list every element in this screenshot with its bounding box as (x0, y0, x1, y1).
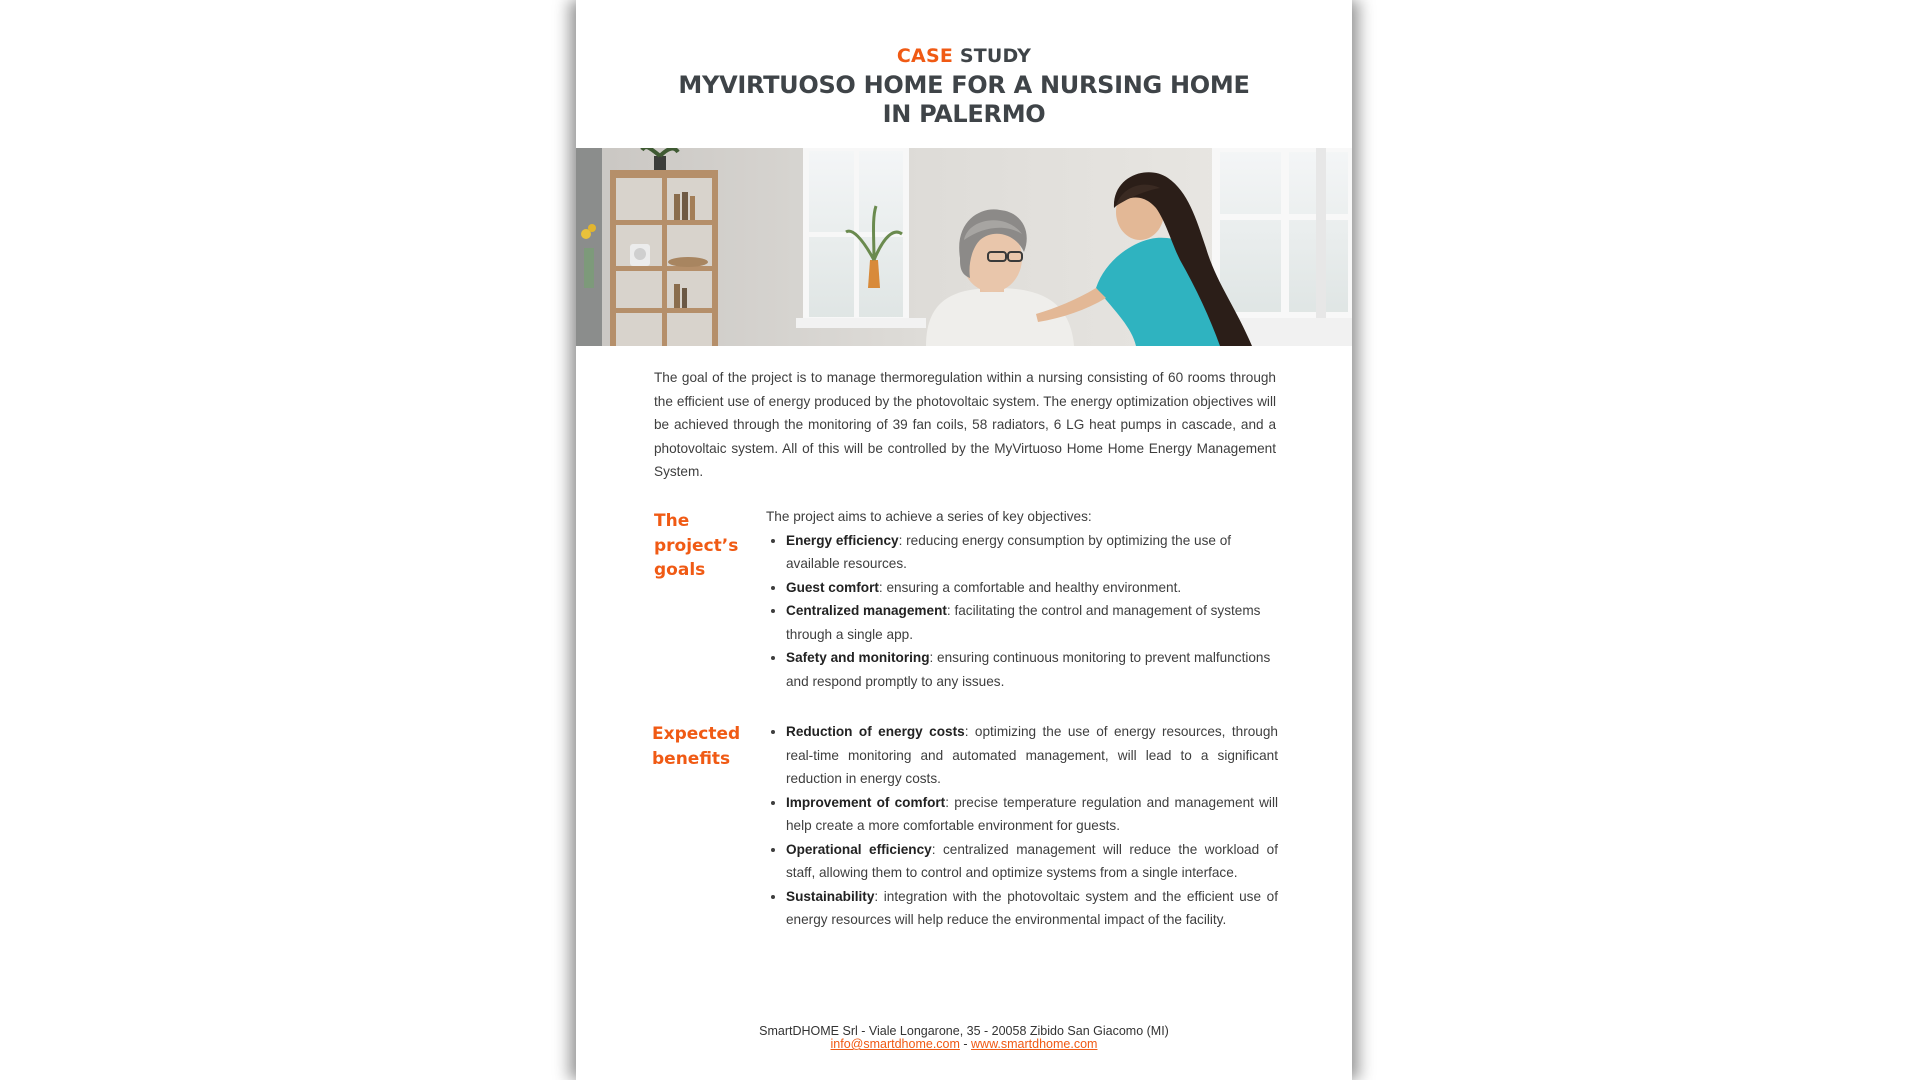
hero-photo (576, 148, 1352, 346)
website-link[interactable]: www.smartdhome.com (971, 1037, 1098, 1051)
list-item: • Operational efficiency: centralized management will reduce the workload of staff, allowing them to control and optimize systems from a single interface. (786, 838, 1278, 885)
goals-heading: The project’s goals (654, 511, 739, 580)
document-page (576, 0, 1352, 1080)
intro-paragraph: The goal of the project is to manage thermoregulation within a nursing consisting of 60 rooms through the efficient use of energy produced by the photovoltaic system. The energy optimization objectives will be achieved through the monitoring of 39 fan coils, 58 radiators, 6 LG heat pumps in cascade, and a photovoltaic system. All of this will be controlled by the MyVirtuoso Home Home Energy Management System. (654, 370, 1276, 479)
email-link[interactable]: info@smartdhome.com (830, 1037, 960, 1051)
list-item: • Energy efficiency: reducing energy consumption by optimizing the use of available resources. (786, 529, 1278, 576)
list-item: • Sustainability: integration with the photovoltaic system and the efficient use of energy resources will help reduce the environmental impact of the facility. (786, 885, 1278, 932)
document-header (576, 44, 1352, 129)
document-footer (576, 1025, 1352, 1051)
page-title (576, 71, 1352, 129)
goals-list (766, 529, 1278, 694)
goals-section (766, 505, 1278, 693)
benefits-list (766, 720, 1278, 932)
kicker-accent: CASE (896, 45, 954, 67)
list-item: • Reduction of energy costs: optimizing the use of energy resources, through real-time monitoring and automated management, will lead to a significant reduction in energy costs. (786, 720, 1278, 791)
footer-contacts (576, 1038, 1352, 1051)
benefits-section (766, 720, 1278, 932)
kicker-rest: STUDY (953, 45, 1032, 67)
list-item: • Improvement of comfort: precise temperature regulation and management will help create a more comfortable environment for guests. (786, 791, 1278, 838)
list-item: • Centralized management: facilitating the control and management of systems through a single app. (786, 599, 1278, 646)
case-study-kicker (576, 44, 1352, 68)
benefits-heading: Expected benefits (652, 724, 741, 769)
footer-address: SmartDHOME Srl - Viale Longarone, 35 - 20058 Zibido San Giacomo (MI) (759, 1024, 1169, 1038)
footer-separator: - (959, 1037, 972, 1051)
list-item: • Safety and monitoring: ensuring continuous monitoring to prevent malfunctions and respond promptly to any issues. (786, 646, 1278, 693)
title-line-1: MYVIRTUOSO HOME FOR A NURSING HOME (678, 71, 1250, 99)
list-item: • Guest comfort: ensuring a comfortable and healthy environment. (786, 576, 1278, 600)
title-line-2: IN PALERMO (882, 100, 1046, 128)
goals-lead: The project aims to achieve a series of key objectives: (766, 509, 1092, 524)
